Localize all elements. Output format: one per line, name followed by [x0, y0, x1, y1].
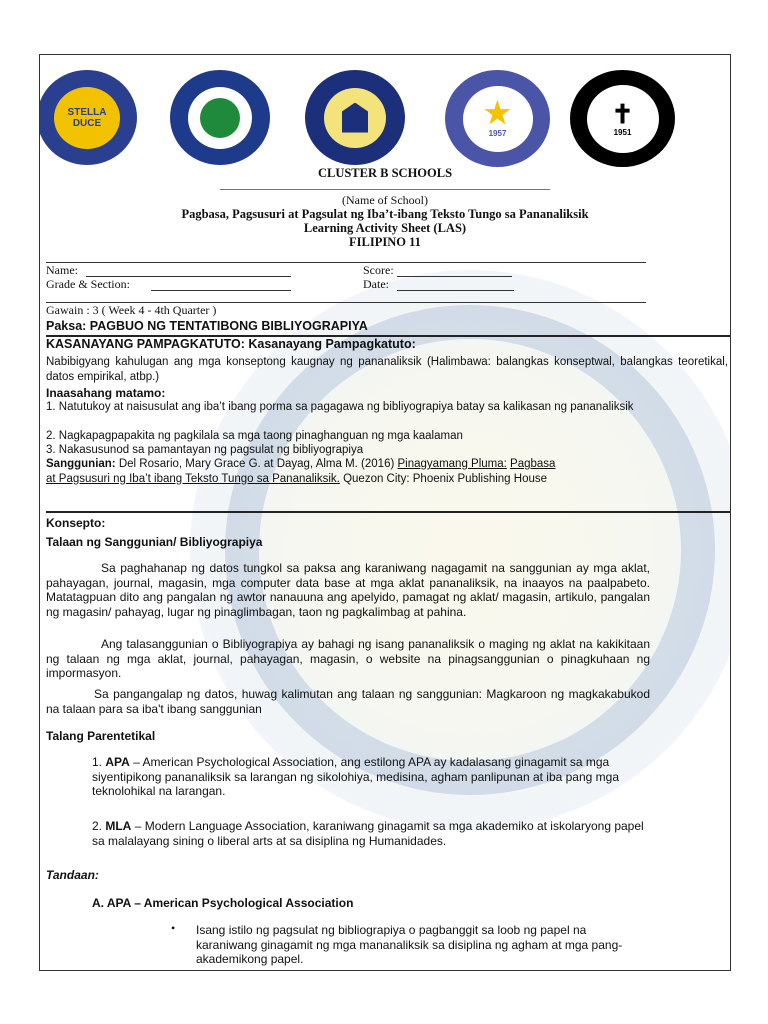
carmen-academy-logo	[570, 70, 675, 167]
kasanayan-sublabel: Kasanayang Pampagkatuto:	[248, 337, 416, 351]
tandaan-label: Tandaan:	[46, 868, 99, 882]
kasanayan-label: KASANAYANG PAMPAGKATUTO:	[46, 337, 245, 351]
talang-parentetikal-heading: Talang Parentetikal	[46, 729, 156, 743]
star-heart-icon: ★	[484, 97, 511, 130]
stella-duce-logo-text: STELLA DUCE	[54, 87, 120, 149]
las-title: Learning Activity Sheet (LAS)	[303, 221, 467, 235]
immaculate-heart-logo-year: 1957	[488, 129, 507, 138]
inaasahan-item-1: 1. Natutukoy at naisusulat ang iba’t ibang porma sa pagagawa ng bibliyograpiya batay sa kalikasan ng pananaliksik	[46, 401, 634, 413]
sanggunian-publisher: Quezon City: Phoenix Publishing House	[343, 472, 548, 485]
gear-emblem-icon	[200, 98, 240, 138]
mla-item	[92, 819, 648, 848]
date-field[interactable]	[397, 290, 514, 291]
paragraph-1: Sa paghahanap ng datos tungkol sa paksa ang karaniwang nagagamit na sanggunian ay mga aklat, pahayagan, journal, magasin, mga computer data base at mga aklat pananaliksik, na inaayos na paalpabeto. Matatagpuan dito ang pangalan ng awtor nanauuna ang apelyido, pamagat ng aklat/ magasin, artikulo, pangalan ng magasin/ pahayag, lugar ng pinaglimbagan, taon ng pagkalimbag at pahina.	[46, 561, 650, 619]
grade-section-field[interactable]	[151, 290, 291, 291]
paksa-label: Paksa:	[46, 319, 87, 333]
gawain-label: Gawain : 3 ( Week 4 - 4th Quarter )	[46, 303, 217, 317]
konsepto-label: Konsepto:	[46, 516, 106, 530]
kasanayan-text: Nabibigyang kahulugan ang mga konseptong kaugnay ng pananaliksik (Halimbawa: balangkas konseptwal, balangkas teoretikal, datos empirikal, atbp.)	[46, 356, 728, 383]
inaasahan-item-3: 3. Nakasusunod sa pamantayan ng pagsulat ng bibliyograpiya	[46, 444, 364, 456]
shield-cross-icon	[342, 103, 368, 133]
section-a-heading: A. APA – American Psychological Association	[92, 896, 354, 910]
score-field[interactable]	[397, 276, 512, 277]
apa-number: 1.	[92, 755, 103, 769]
course-title: Pagbasa, Pagsusuri at Pagsulat ng Iba’t-ibang Teksto Tungo sa Pananaliksik	[181, 207, 589, 221]
name-label: Name:	[46, 263, 78, 277]
stella-duce-logo	[39, 70, 137, 165]
institute-logo	[170, 70, 270, 165]
immaculate-heart-logo	[445, 70, 550, 167]
sanggunian-title-1: Pinagyamang Pluma:	[397, 458, 507, 470]
cross-icon: ✝	[611, 99, 634, 129]
cluster-title: CLUSTER B SCHOOLS	[317, 166, 453, 180]
inaasahan-label: Inaasahang matamo:	[46, 386, 166, 400]
section-divider	[46, 511, 730, 513]
sanggunian-title-2: Pagbasa at Pagsusuri ng Iba’t ibang Teksto Tungo sa Pananaliksik.	[46, 458, 556, 485]
paragraph-3: Sa pangangalap ng datos, huwag kalimutan ang talaan ng sanggunian: Magkaroon ng magkakabukod na talaan para sa iba't ibang sanggunian	[46, 687, 650, 716]
talaan-heading: Talaan ng Sanggunian/ Bibliyograpiya	[46, 535, 263, 549]
sanggunian-block	[46, 457, 566, 486]
sanggunian-authors: Del Rosario, Mary Grace G. at Dayag, Alma M. (2016)	[118, 458, 395, 470]
sanggunian-label: Sanggunian:	[46, 458, 116, 470]
bullet-icon: •	[171, 921, 176, 935]
divider	[46, 262, 646, 263]
grade-section-label: Grade & Section:	[46, 277, 130, 291]
school-logos-row	[40, 70, 730, 170]
carmen-academy-logo-year: 1951	[613, 128, 632, 137]
apa-item	[92, 755, 648, 799]
mla-abbreviation: MLA	[105, 819, 132, 833]
kasanayan-row	[46, 337, 416, 351]
bullet-item-1: Isang istilo ng pagsulat ng bibliograpiya o pagbanggit sa loob ng papel na karaniwang ginagamit ng mga mananaliksik sa disiplina ng agham at mga pang-akademikong papel.	[196, 923, 623, 966]
subject-title: FILIPINO 11	[349, 235, 421, 249]
school-name-blank[interactable]: _______________________________________________________	[220, 177, 550, 191]
paksa-row	[46, 319, 368, 333]
worksheet-page	[39, 54, 731, 971]
score-label: Score:	[363, 263, 394, 277]
inaasahan-item-2: 2. Nagkapagpapakita ng pagkilala sa mga taong pinaghanguan ng mga kaalaman	[46, 430, 463, 442]
date-label: Date:	[363, 277, 389, 291]
paksa-title: PAGBUO NG TENTATIBONG BIBLIYOGRAPIYA	[89, 319, 368, 333]
academy-logo	[305, 70, 405, 165]
mla-description: – Modern Language Association, karaniwang ginagamit sa mga akademiko at iskolaryong papel sa malalayang sining o liberal arts at sa disiplina ng Humanidades.	[92, 819, 644, 848]
apa-abbreviation: APA	[105, 755, 130, 769]
school-name-label: (Name of School)	[342, 193, 428, 207]
apa-description: – American Psychological Association, ang estilong APA ay kadalasang ginagamit sa mga siyentipikong pananaliksik sa larangan ng sikolohiya, medisina, agham panlipunan at iba pang mga teknolohikal na larangan.	[92, 755, 620, 798]
paragraph-2: Ang talasanggunian o Bibliyograpiya ay bahagi ng isang pananaliksik o maging ng aklat na kakikitaan ng talaan ng mga aklat, journal, pahayagan, magasin, o website na pinagsanggunian o pinagkuhaan ng impormasyon.	[46, 637, 650, 680]
mla-number: 2.	[92, 819, 103, 833]
